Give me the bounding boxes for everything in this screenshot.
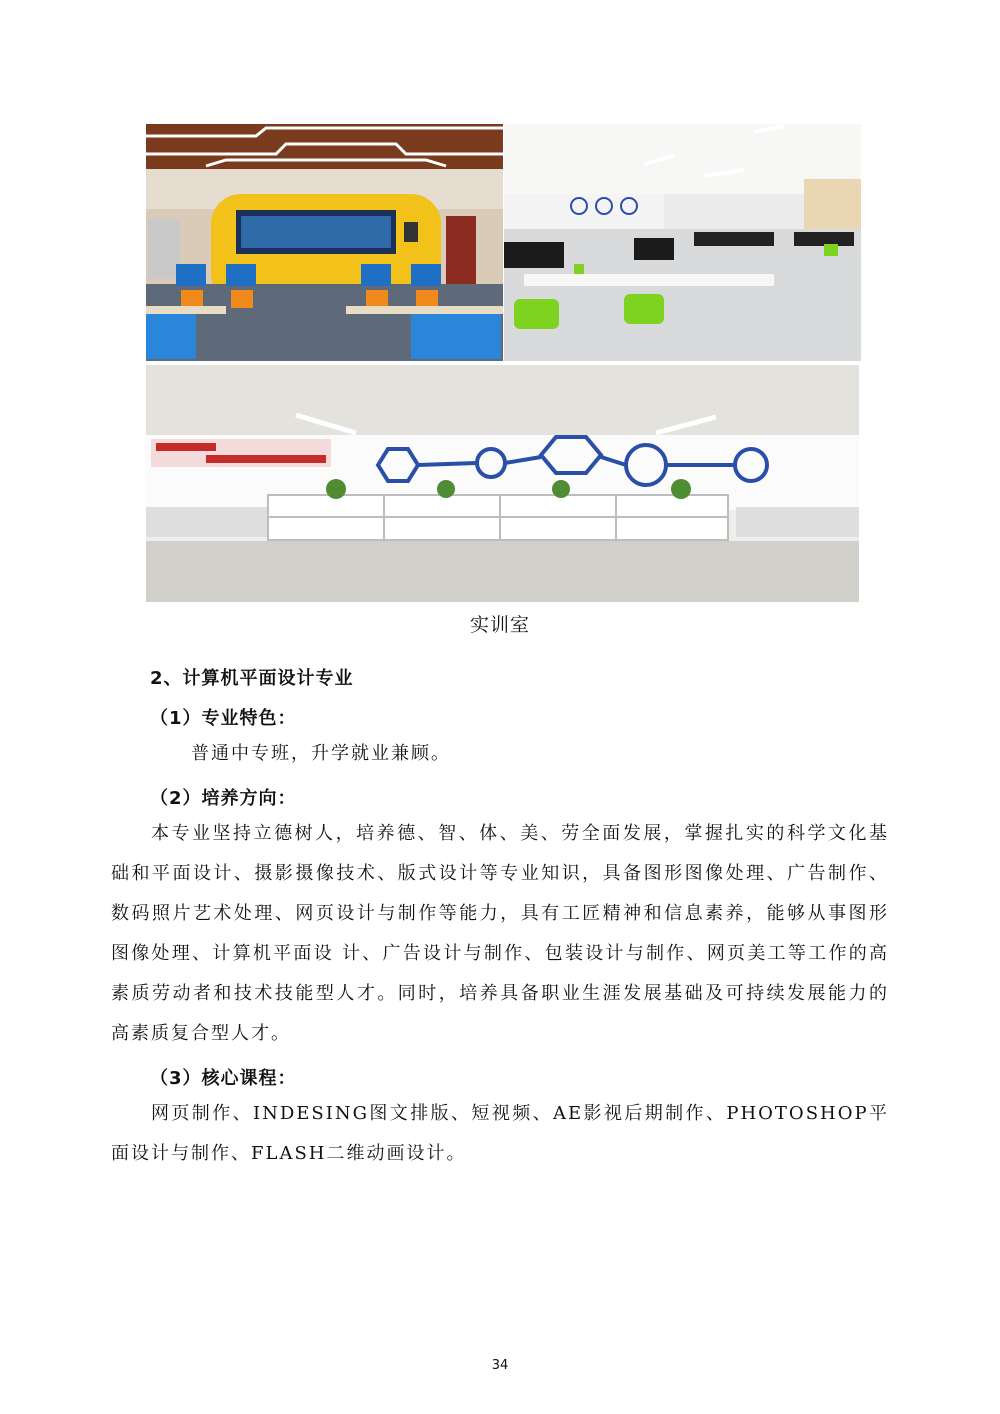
figure-caption: 实训室 — [469, 614, 530, 636]
training-room-photo-2 — [504, 124, 861, 361]
training-room-photo-1 — [146, 124, 503, 361]
courses-heading: （3）核心课程： — [150, 1068, 297, 1089]
feature-heading: （1）专业特色： — [150, 708, 297, 729]
section-title: 2、计算机平面设计专业 — [150, 668, 354, 689]
training-room-photo-3 — [146, 365, 859, 602]
page-number: 34 — [491, 1358, 509, 1373]
feature-text: 普通中专班，升学就业兼顾。 — [191, 743, 451, 764]
courses-text: 网页制作、INDESING图文排版、短视频、AE影视后期制作、PHOTOSHOP平面设计与制作、FLASH二维动画设计。 — [111, 1103, 889, 1164]
direction-text: 本专业坚持立德树人，培养德、智、体、美、劳全面发展，掌握扎实的科学文化基础和平面设计、摄影摄像技术、版式设计等专业知识，具备图形图像处理、广告制作、数码照片艺术处理、网页设计与制作等能力，具有工匠精神和信息素养，能够从事图形图像处理、计算机平面设 计、广告设计与制作、包装设计与制作、网页美工等工作的高素质劳动者和技术技能型人才。同时，培养具备职业生涯发展基础及可持续发展能力的高素质复合型人才。 — [111, 823, 889, 1044]
direction-heading: （2）培养方向： — [150, 788, 297, 809]
